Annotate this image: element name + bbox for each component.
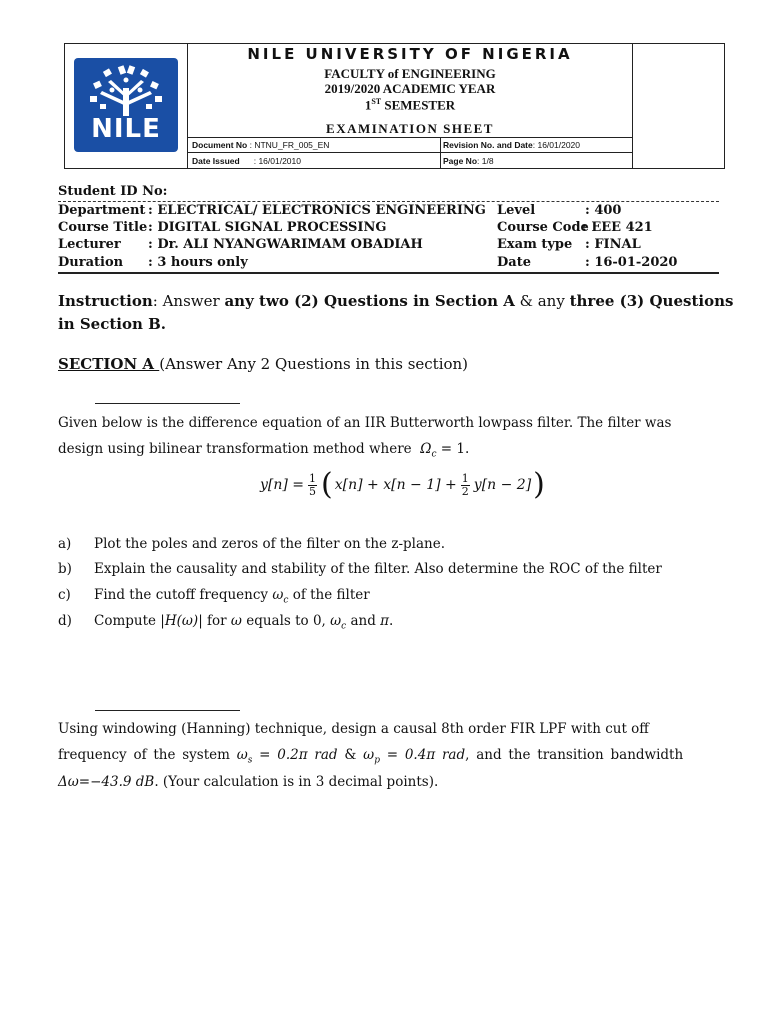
equation-end: y[n − 2] bbox=[473, 477, 532, 493]
instruction-section-b-count: three (3) Questions bbox=[569, 292, 734, 310]
omega-s-symbol: ω bbox=[236, 747, 248, 763]
sheet-title: EXAMINATION SHEET bbox=[326, 121, 494, 136]
student-id-label: Student ID No: bbox=[58, 184, 168, 199]
item-d-post: and bbox=[346, 613, 381, 629]
delta-omega-value: =−43.9 dB bbox=[78, 774, 155, 790]
omega-symbol: Ω bbox=[420, 441, 432, 457]
open-paren: ( bbox=[321, 467, 333, 502]
item-d-mid: | for bbox=[198, 613, 231, 629]
item-c-subscript: c bbox=[283, 595, 289, 606]
question-2-rule bbox=[95, 710, 240, 711]
page-no-value: : 1/8 bbox=[477, 156, 494, 166]
item-d-mid2: equals to 0, bbox=[241, 613, 331, 629]
fraction-2-denominator: 2 bbox=[461, 484, 469, 498]
revision bbox=[443, 140, 580, 150]
header-table-line-top bbox=[188, 137, 632, 138]
date-label: Date bbox=[497, 255, 531, 270]
item-c-pre: Find the cutoff frequency bbox=[94, 587, 273, 603]
instruction-line2 bbox=[58, 315, 166, 333]
item-d-pi: π bbox=[380, 613, 390, 629]
close-paren: ) bbox=[533, 467, 545, 502]
semester-suffix: ST bbox=[371, 97, 382, 106]
item-c-post: of the filter bbox=[288, 587, 370, 603]
instruction-connector: & any bbox=[514, 292, 570, 310]
level-label: Level bbox=[497, 203, 536, 218]
section-a-title: SECTION A bbox=[58, 355, 160, 373]
instruction-text: : Answer bbox=[152, 292, 225, 310]
item-b-text: Explain the causality and stability of the filter. Also determine the ROC of the filter bbox=[94, 561, 662, 577]
item-d-omega-c: ω bbox=[330, 613, 342, 629]
question-2-pre: frequency of the system bbox=[58, 747, 237, 763]
date-issued-value: : 16/01/2010 bbox=[253, 156, 301, 166]
header-table-line-mid bbox=[188, 152, 632, 153]
item-d-omega: ω bbox=[230, 613, 242, 629]
lecturer-value: : Dr. ALI NYANGWARIMAM OBADIAH bbox=[148, 237, 423, 252]
revision-label: Revision No. and Date bbox=[443, 140, 533, 150]
delta-omega-symbol: Δω bbox=[58, 774, 79, 790]
dashed-separator bbox=[58, 201, 719, 202]
question-1-intro-line2 bbox=[58, 436, 469, 468]
header-table-divider bbox=[440, 137, 441, 169]
instruction-section-a: any two (2) Questions in Section A bbox=[224, 292, 515, 310]
item-a-text: Plot the poles and zeros of the filter on the z-plane. bbox=[94, 536, 445, 552]
instruction-line1 bbox=[58, 292, 733, 310]
item-c-text bbox=[94, 587, 370, 606]
item-b-label: b) bbox=[58, 561, 72, 577]
omega-p-symbol: ω bbox=[363, 747, 375, 763]
fraction-2-numerator: 1 bbox=[461, 471, 469, 485]
course-code-value: : EEE 421 bbox=[582, 220, 653, 235]
fraction-1-numerator: 1 bbox=[309, 471, 317, 485]
omega-value: = 1. bbox=[436, 441, 470, 457]
duration-label: Duration bbox=[58, 255, 124, 270]
section-a-heading bbox=[58, 355, 468, 373]
page-no-label: Page No bbox=[443, 156, 478, 166]
item-a-label: a) bbox=[58, 536, 72, 552]
date-issued bbox=[192, 156, 301, 166]
question-2-end: . (Your calculation is in 3 decimal points). bbox=[154, 774, 439, 790]
item-d-end: . bbox=[389, 613, 394, 629]
item-c-label: c) bbox=[58, 587, 71, 603]
logo-text: NILE bbox=[91, 114, 161, 144]
question-2-line1: Using windowing (Hanning) technique, design a causal 8th order FIR LPF with cut off bbox=[58, 721, 649, 737]
lecturer-label: Lecturer bbox=[58, 237, 121, 252]
instruction-section-b: in Section B. bbox=[58, 315, 166, 333]
date-value: : 16-01-2020 bbox=[585, 255, 678, 270]
exam-type-label: Exam type bbox=[497, 237, 573, 252]
omega-subscript: c bbox=[431, 449, 437, 460]
semester-number: 1 bbox=[364, 97, 372, 113]
course-title-value: : DIGITAL SIGNAL PROCESSING bbox=[148, 220, 387, 235]
question-2-line3 bbox=[58, 769, 438, 795]
info-bottom-rule bbox=[58, 272, 719, 274]
ampersand: & bbox=[337, 747, 364, 763]
page-no bbox=[443, 156, 494, 166]
department-value: : ELECTRICAL/ ELECTRONICS ENGINEERING bbox=[148, 203, 486, 218]
fraction-one-half bbox=[461, 473, 470, 498]
course-title-label: Course Title bbox=[58, 220, 148, 235]
difference-equation bbox=[260, 465, 545, 505]
item-d-text bbox=[94, 613, 393, 632]
omega-s-value: = 0.2π rad bbox=[252, 747, 338, 763]
university-logo bbox=[74, 58, 178, 152]
item-d-label: d) bbox=[58, 613, 72, 629]
date-issued-label: Date Issued bbox=[192, 156, 240, 166]
department-label: Department bbox=[58, 203, 146, 218]
question-1-intro-line1: Given below is the difference equation of an IIR Butterworth lowpass filter. The filter was bbox=[58, 415, 672, 431]
revision-value: : 16/01/2020 bbox=[532, 140, 581, 150]
item-d-h-omega: H(ω) bbox=[164, 613, 199, 629]
equation-lhs: y[n] = bbox=[260, 477, 305, 493]
level-value: : 400 bbox=[585, 203, 622, 218]
faculty-name: FACULTY of ENGINEERING bbox=[324, 66, 496, 81]
document-no-value: : NTNU_FR_005_EN bbox=[247, 140, 330, 150]
omega-s-subscript: s bbox=[247, 755, 253, 766]
fraction-1-denominator: 5 bbox=[309, 484, 317, 498]
omega-p-subscript: p bbox=[374, 755, 380, 766]
omega-p-value: = 0.4π rad bbox=[379, 747, 466, 763]
question-1-intro-text: design using bilinear transformation method where bbox=[58, 441, 412, 457]
exam-type-value: : FINAL bbox=[585, 237, 641, 252]
instruction-label: Instruction bbox=[58, 292, 153, 310]
document-no bbox=[192, 140, 329, 150]
equation-middle: x[n] + x[n − 1] + bbox=[334, 477, 457, 493]
section-a-subtitle: (Answer Any 2 Questions in this section) bbox=[159, 355, 469, 373]
academic-year: 2019/2020 ACADEMIC YEAR bbox=[324, 81, 496, 96]
header-right-cell bbox=[632, 43, 725, 169]
question-1-rule bbox=[95, 403, 240, 404]
item-d-subscript: c bbox=[341, 621, 347, 632]
semester-word: SEMESTER bbox=[381, 97, 456, 113]
duration-value: : 3 hours only bbox=[148, 255, 248, 270]
fraction-one-fifth bbox=[308, 473, 317, 498]
university-name: NILE UNIVERSITY OF NIGERIA bbox=[247, 45, 573, 63]
item-c-omega: ω bbox=[272, 587, 284, 603]
document-no-label: Document No bbox=[192, 140, 248, 150]
question-2-post: , and the transition bandwidth bbox=[465, 747, 684, 763]
item-d-pre: Compute | bbox=[94, 613, 165, 629]
course-code-label: Course Code bbox=[497, 220, 589, 235]
semester bbox=[188, 97, 632, 113]
